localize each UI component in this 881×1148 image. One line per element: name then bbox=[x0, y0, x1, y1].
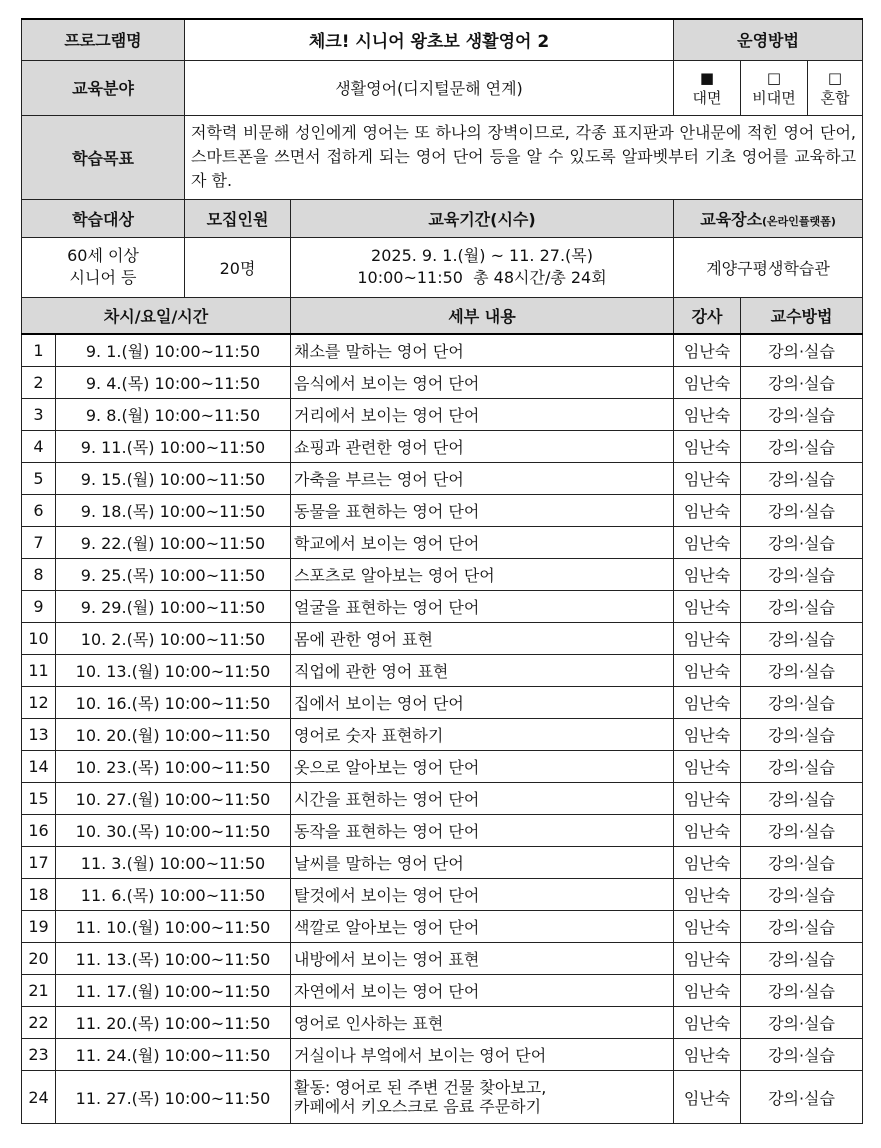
col-detail-header: 세부 내용 bbox=[291, 297, 674, 334]
session-number: 18 bbox=[22, 879, 56, 911]
recruit-value: 20명 bbox=[185, 237, 291, 297]
session-instructor: 임난숙 bbox=[674, 334, 741, 367]
session-number: 21 bbox=[22, 975, 56, 1007]
session-time: 11. 10.(월) 10:00~11:50 bbox=[56, 911, 291, 943]
session-instructor: 임난숙 bbox=[674, 815, 741, 847]
session-time: 10. 27.(월) 10:00~11:50 bbox=[56, 783, 291, 815]
session-method: 강의·실습 bbox=[741, 399, 863, 431]
session-row bbox=[22, 431, 863, 463]
option-in-person bbox=[674, 60, 741, 115]
session-row bbox=[22, 367, 863, 399]
session-method: 강의·실습 bbox=[741, 879, 863, 911]
session-time: 11. 3.(월) 10:00~11:50 bbox=[56, 847, 291, 879]
session-detail: 영어로 숫자 표현하기 bbox=[291, 719, 674, 751]
session-method: 강의·실습 bbox=[741, 943, 863, 975]
program-table bbox=[21, 18, 863, 1124]
session-method: 강의·실습 bbox=[741, 463, 863, 495]
program-name-label: 프로그램명 bbox=[22, 19, 185, 60]
session-row bbox=[22, 495, 863, 527]
session-row bbox=[22, 815, 863, 847]
session-row bbox=[22, 1007, 863, 1039]
session-method: 강의·실습 bbox=[741, 719, 863, 751]
session-number: 15 bbox=[22, 783, 56, 815]
session-instructor: 임난숙 bbox=[674, 431, 741, 463]
session-time: 9. 11.(목) 10:00~11:50 bbox=[56, 431, 291, 463]
option-label: 혼합 bbox=[820, 88, 850, 107]
session-number: 22 bbox=[22, 1007, 56, 1039]
target-line: 시니어 등 bbox=[69, 268, 137, 287]
session-instructor: 임난숙 bbox=[674, 559, 741, 591]
period-value bbox=[291, 237, 674, 297]
session-instructor: 임난숙 bbox=[674, 623, 741, 655]
target-line: 60세 이상 bbox=[67, 246, 139, 265]
session-row bbox=[22, 847, 863, 879]
place-value: 계양구평생학습관 bbox=[674, 237, 863, 297]
session-row bbox=[22, 975, 863, 1007]
session-number: 1 bbox=[22, 334, 56, 367]
session-row bbox=[22, 879, 863, 911]
option-label: 비대면 bbox=[752, 88, 796, 107]
unchecked-box-icon: □ bbox=[766, 68, 782, 87]
session-time: 10. 16.(목) 10:00~11:50 bbox=[56, 687, 291, 719]
session-instructor: 임난숙 bbox=[674, 1007, 741, 1039]
session-number: 12 bbox=[22, 687, 56, 719]
session-row bbox=[22, 783, 863, 815]
session-number: 24 bbox=[22, 1071, 56, 1124]
period-line: 2025. 9. 1.(월) ~ 11. 27.(목) bbox=[371, 246, 593, 265]
session-instructor: 임난숙 bbox=[674, 879, 741, 911]
session-row bbox=[22, 719, 863, 751]
session-method: 강의·실습 bbox=[741, 655, 863, 687]
session-instructor: 임난숙 bbox=[674, 591, 741, 623]
session-row bbox=[22, 527, 863, 559]
session-detail: 집에서 보이는 영어 단어 bbox=[291, 687, 674, 719]
session-detail: 자연에서 보이는 영어 단어 bbox=[291, 975, 674, 1007]
session-detail-line: 활동: 영어로 된 주변 건물 찾아보고, bbox=[294, 1078, 547, 1097]
field-label: 교육분야 bbox=[22, 60, 185, 115]
session-instructor: 임난숙 bbox=[674, 847, 741, 879]
session-time: 11. 6.(목) 10:00~11:50 bbox=[56, 879, 291, 911]
goal-label: 학습목표 bbox=[22, 115, 185, 199]
session-detail: 거실이나 부엌에서 보이는 영어 단어 bbox=[291, 1039, 674, 1071]
session-time: 9. 4.(목) 10:00~11:50 bbox=[56, 367, 291, 399]
session-detail: 채소를 말하는 영어 단어 bbox=[291, 334, 674, 367]
goal-text: 저학력 비문해 성인에게 영어는 또 하나의 장벽이므로, 각종 표지판과 안내문에 적힌 영어 단어, 스마트폰을 쓰면서 접하게 되는 영어 단어 등을 알 수 있도록 알파벳부터 기초 영어를 교육하고자 함. bbox=[185, 115, 863, 199]
session-number: 5 bbox=[22, 463, 56, 495]
session-row bbox=[22, 559, 863, 591]
session-detail bbox=[291, 1071, 674, 1124]
session-time: 9. 25.(목) 10:00~11:50 bbox=[56, 559, 291, 591]
session-number: 13 bbox=[22, 719, 56, 751]
session-instructor: 임난숙 bbox=[674, 687, 741, 719]
session-number: 7 bbox=[22, 527, 56, 559]
session-row bbox=[22, 1039, 863, 1071]
session-row bbox=[22, 399, 863, 431]
session-instructor: 임난숙 bbox=[674, 943, 741, 975]
session-method: 강의·실습 bbox=[741, 1071, 863, 1124]
session-detail: 내방에서 보이는 영어 표현 bbox=[291, 943, 674, 975]
session-row bbox=[22, 655, 863, 687]
session-method: 강의·실습 bbox=[741, 495, 863, 527]
session-method: 강의·실습 bbox=[741, 975, 863, 1007]
session-time: 11. 13.(목) 10:00~11:50 bbox=[56, 943, 291, 975]
session-detail: 스포츠로 알아보는 영어 단어 bbox=[291, 559, 674, 591]
session-instructor: 임난숙 bbox=[674, 399, 741, 431]
session-method: 강의·실습 bbox=[741, 527, 863, 559]
session-detail: 영어로 인사하는 표현 bbox=[291, 1007, 674, 1039]
session-detail-line: 카페에서 키오스크로 음료 주문하기 bbox=[294, 1097, 542, 1116]
place-label bbox=[674, 199, 863, 237]
session-row bbox=[22, 623, 863, 655]
session-instructor: 임난숙 bbox=[674, 495, 741, 527]
session-method: 강의·실습 bbox=[741, 751, 863, 783]
session-time: 10. 30.(목) 10:00~11:50 bbox=[56, 815, 291, 847]
field-value: 생활영어(디지털문해 연계) bbox=[185, 60, 674, 115]
option-online bbox=[741, 60, 808, 115]
session-number: 14 bbox=[22, 751, 56, 783]
session-detail: 몸에 관한 영어 표현 bbox=[291, 623, 674, 655]
session-instructor: 임난숙 bbox=[674, 719, 741, 751]
session-method: 강의·실습 bbox=[741, 1039, 863, 1071]
session-time: 9. 15.(월) 10:00~11:50 bbox=[56, 463, 291, 495]
session-time: 10. 20.(월) 10:00~11:50 bbox=[56, 719, 291, 751]
session-number: 9 bbox=[22, 591, 56, 623]
option-blended bbox=[808, 60, 863, 115]
unchecked-box-icon: □ bbox=[827, 68, 843, 87]
session-method: 강의·실습 bbox=[741, 847, 863, 879]
option-label: 대면 bbox=[692, 88, 722, 107]
session-detail: 날씨를 말하는 영어 단어 bbox=[291, 847, 674, 879]
session-method: 강의·실습 bbox=[741, 623, 863, 655]
session-instructor: 임난숙 bbox=[674, 655, 741, 687]
session-instructor: 임난숙 bbox=[674, 463, 741, 495]
session-time: 9. 1.(월) 10:00~11:50 bbox=[56, 334, 291, 367]
session-method: 강의·실습 bbox=[741, 367, 863, 399]
session-detail: 얼굴을 표현하는 영어 단어 bbox=[291, 591, 674, 623]
session-detail: 직업에 관한 영어 표현 bbox=[291, 655, 674, 687]
session-detail: 쇼핑과 관련한 영어 단어 bbox=[291, 431, 674, 463]
program-title: 체크! 시니어 왕초보 생활영어 2 bbox=[185, 19, 674, 60]
session-instructor: 임난숙 bbox=[674, 1071, 741, 1124]
session-number: 20 bbox=[22, 943, 56, 975]
session-row bbox=[22, 911, 863, 943]
session-list bbox=[22, 334, 863, 1071]
session-row bbox=[22, 751, 863, 783]
recruit-label: 모집인원 bbox=[185, 199, 291, 237]
checked-box-icon: ■ bbox=[699, 68, 715, 87]
session-row bbox=[22, 334, 863, 367]
period-label: 교육기간(시수) bbox=[291, 199, 674, 237]
session-detail: 동작을 표현하는 영어 단어 bbox=[291, 815, 674, 847]
session-number: 17 bbox=[22, 847, 56, 879]
session-detail: 가축을 부르는 영어 단어 bbox=[291, 463, 674, 495]
col-session-header: 차시/요일/시간 bbox=[22, 297, 291, 334]
session-time: 9. 18.(목) 10:00~11:50 bbox=[56, 495, 291, 527]
session-detail: 옷으로 알아보는 영어 단어 bbox=[291, 751, 674, 783]
col-instructor-header: 강사 bbox=[674, 297, 741, 334]
session-time: 11. 17.(월) 10:00~11:50 bbox=[56, 975, 291, 1007]
session-time: 9. 29.(월) 10:00~11:50 bbox=[56, 591, 291, 623]
session-detail: 거리에서 보이는 영어 단어 bbox=[291, 399, 674, 431]
session-time: 10. 23.(목) 10:00~11:50 bbox=[56, 751, 291, 783]
session-time: 11. 20.(목) 10:00~11:50 bbox=[56, 1007, 291, 1039]
session-row bbox=[22, 463, 863, 495]
session-row bbox=[22, 687, 863, 719]
session-method: 강의·실습 bbox=[741, 783, 863, 815]
session-method: 강의·실습 bbox=[741, 911, 863, 943]
session-method: 강의·실습 bbox=[741, 687, 863, 719]
session-instructor: 임난숙 bbox=[674, 1039, 741, 1071]
session-method: 강의·실습 bbox=[741, 591, 863, 623]
session-time: 11. 27.(목) 10:00~11:50 bbox=[56, 1071, 291, 1124]
session-instructor: 임난숙 bbox=[674, 527, 741, 559]
session-detail: 학교에서 보이는 영어 단어 bbox=[291, 527, 674, 559]
session-method: 강의·실습 bbox=[741, 334, 863, 367]
session-number: 10 bbox=[22, 623, 56, 655]
session-time: 10. 13.(월) 10:00~11:50 bbox=[56, 655, 291, 687]
session-detail: 색깔로 알아보는 영어 단어 bbox=[291, 911, 674, 943]
session-instructor: 임난숙 bbox=[674, 751, 741, 783]
session-method: 강의·실습 bbox=[741, 559, 863, 591]
session-number: 2 bbox=[22, 367, 56, 399]
session-row bbox=[22, 591, 863, 623]
session-number: 6 bbox=[22, 495, 56, 527]
session-instructor: 임난숙 bbox=[674, 367, 741, 399]
target-label: 학습대상 bbox=[22, 199, 185, 237]
session-detail: 동물을 표현하는 영어 단어 bbox=[291, 495, 674, 527]
session-number: 3 bbox=[22, 399, 56, 431]
col-method-header: 교수방법 bbox=[741, 297, 863, 334]
session-detail: 탈것에서 보이는 영어 단어 bbox=[291, 879, 674, 911]
session-number: 16 bbox=[22, 815, 56, 847]
session-instructor: 임난숙 bbox=[674, 975, 741, 1007]
session-time: 9. 8.(월) 10:00~11:50 bbox=[56, 399, 291, 431]
place-label-main: 교육장소 bbox=[700, 209, 763, 229]
session-detail: 시간을 표현하는 영어 단어 bbox=[291, 783, 674, 815]
session-time: 10. 2.(목) 10:00~11:50 bbox=[56, 623, 291, 655]
period-line: 10:00~11:50 총 48시간/총 24회 bbox=[357, 268, 607, 287]
session-time: 9. 22.(월) 10:00~11:50 bbox=[56, 527, 291, 559]
session-method: 강의·실습 bbox=[741, 815, 863, 847]
session-number: 8 bbox=[22, 559, 56, 591]
target-value bbox=[22, 237, 185, 297]
session-method: 강의·실습 bbox=[741, 431, 863, 463]
session-number: 19 bbox=[22, 911, 56, 943]
place-label-sub: (온라인플랫폼) bbox=[762, 214, 836, 228]
session-detail: 음식에서 보이는 영어 단어 bbox=[291, 367, 674, 399]
operation-method-label: 운영방법 bbox=[674, 19, 863, 60]
session-instructor: 임난숙 bbox=[674, 783, 741, 815]
session-time: 11. 24.(월) 10:00~11:50 bbox=[56, 1039, 291, 1071]
session-number: 11 bbox=[22, 655, 56, 687]
session-method: 강의·실습 bbox=[741, 1007, 863, 1039]
session-instructor: 임난숙 bbox=[674, 911, 741, 943]
session-row bbox=[22, 943, 863, 975]
session-number: 4 bbox=[22, 431, 56, 463]
session-number: 23 bbox=[22, 1039, 56, 1071]
